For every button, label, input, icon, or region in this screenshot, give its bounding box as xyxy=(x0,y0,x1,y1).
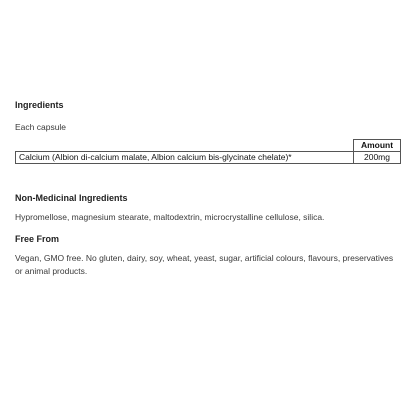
ingredient-amount-cell: 200mg xyxy=(354,152,401,164)
free-from-text: Vegan, GMO free. No gluten, dairy, soy, wheat, yeast, sugar, artificial colours, flavours, preservatives or animal products. xyxy=(15,253,394,276)
serving-size-text: Each capsule xyxy=(15,122,67,132)
ingredients-heading: Ingredients xyxy=(15,100,64,110)
ingredient-name-cell: Calcium (Albion di-calcium malate, Albion calcium bis-glycinate chelate)* xyxy=(16,152,354,164)
ingredients-table xyxy=(15,139,401,164)
table-row xyxy=(16,152,401,164)
table-header-blank-cell xyxy=(16,140,354,152)
non-medicinal-text: Hypromellose, magnesium stearate, maltodextrin, microcrystalline cellulose, silica. xyxy=(15,212,325,222)
free-from-heading: Free From xyxy=(15,234,60,244)
non-medicinal-heading: Non-Medicinal Ingredients xyxy=(15,193,128,203)
table-header-row xyxy=(16,140,401,152)
table-header-amount: Amount xyxy=(354,140,401,152)
